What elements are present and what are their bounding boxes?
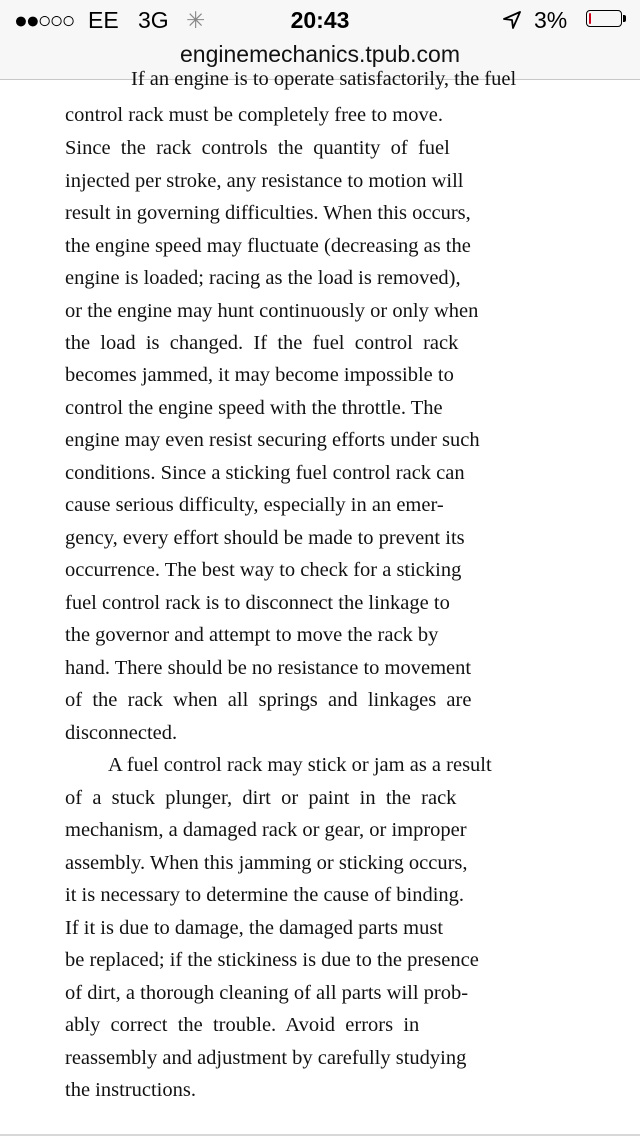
spinner-icon: ✳ — [186, 7, 206, 33]
text-line: injected per stroke, any resistance to motion will — [65, 170, 464, 192]
text-line: the load is changed. If the fuel control rack — [65, 332, 459, 354]
text-line: conditions. Since a sticking fuel control rack can — [65, 462, 465, 484]
text-line: of the rack when all springs and linkages are — [65, 689, 472, 711]
text-line: be replaced; if the stickiness is due to the presence — [65, 949, 479, 971]
carrier-name: EE — [88, 7, 119, 33]
text-line: A fuel control rack may stick or jam as a result — [108, 754, 492, 776]
text-line: disconnected. — [65, 722, 178, 744]
text-line: it is necessary to determine the cause of binding. — [65, 884, 465, 906]
text-line: fuel control rack is to disconnect the linkage to — [65, 592, 450, 614]
text-line: ably correct the trouble. Avoid errors in — [65, 1014, 420, 1036]
text-line: If it is due to damage, the damaged parts must — [65, 917, 444, 939]
text-line: the engine speed may fluctuate (decreasing as the — [65, 235, 471, 257]
text-line: gency, every effort should be made to prevent its — [65, 527, 465, 549]
text-line: of dirt, a thorough cleaning of all parts will prob- — [65, 982, 469, 1004]
text-line: hand. There should be no resistance to movement — [65, 657, 472, 679]
signal-strength-icon: ●●○○○ — [14, 7, 74, 33]
network-type: 3G — [138, 7, 169, 33]
clock-time: 20:43 — [290, 7, 350, 33]
text-line: occurrence. The best way to check for a sticking — [65, 559, 462, 581]
text-line: assembly. When this jamming or sticking occurs, — [65, 852, 468, 874]
text-line: Since the rack controls the quantity of fuel — [65, 137, 450, 159]
battery-terminal — [623, 15, 626, 22]
text-line: the governor and attempt to move the rack by — [65, 624, 439, 646]
text-line: reassembly and adjustment by carefully studying — [65, 1047, 467, 1069]
status-bar — [0, 0, 640, 40]
text-line: cause serious difficulty, especially in an emer- — [65, 494, 444, 516]
location-arrow-icon — [502, 6, 522, 36]
text-line: of a stuck plunger, dirt or paint in the rack — [65, 787, 457, 809]
text-line: engine is loaded; racing as the load is removed), — [65, 267, 461, 289]
battery-icon — [586, 10, 622, 27]
text-line: mechanism, a damaged rack or gear, or improper — [65, 819, 467, 841]
battery-percent: 3% — [534, 7, 568, 33]
text-line: control the engine speed with the throttle. The — [65, 397, 443, 419]
text-line: If an engine is to operate satisfactorily, the fuel — [131, 68, 517, 90]
text-line: becomes jammed, it may become impossible to — [65, 364, 454, 386]
text-line: result in governing difficulties. When this occurs, — [65, 202, 471, 224]
text-line: or the engine may hunt continuously or only when — [65, 300, 479, 322]
page-content[interactable] — [0, 68, 640, 1134]
url-text[interactable]: enginemechanics.tpub.com — [180, 41, 460, 67]
text-line: engine may even resist securing efforts under such — [65, 429, 480, 451]
text-line: the instructions. — [65, 1079, 196, 1101]
text-line: control rack must be completely free to move. — [65, 104, 443, 126]
battery-level-fill — [589, 13, 591, 24]
